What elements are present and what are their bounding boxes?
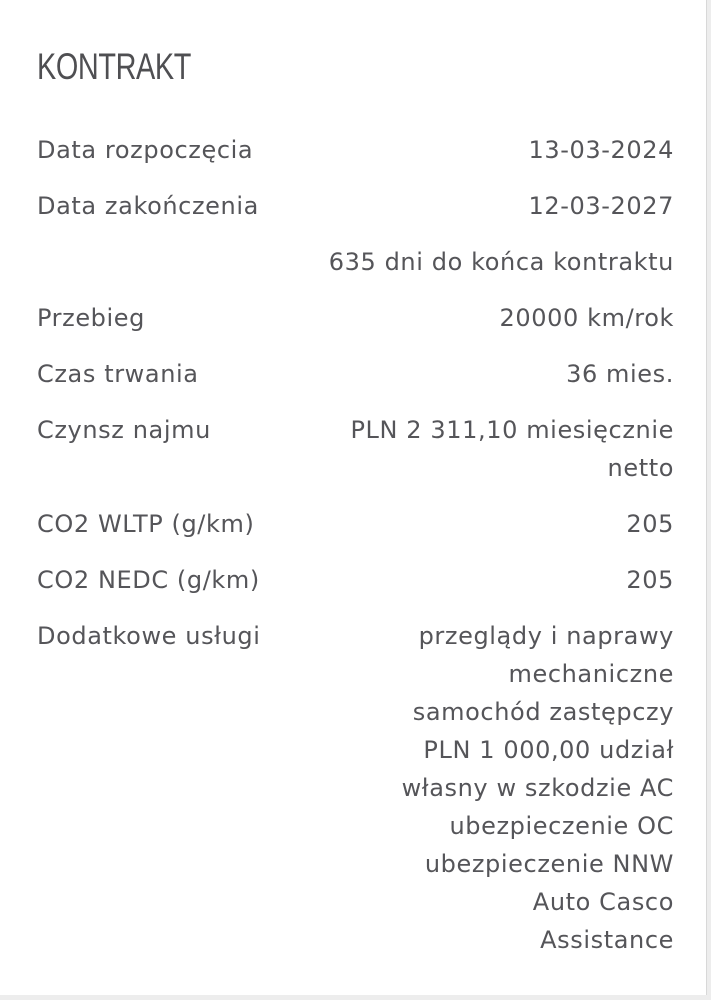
co2-nedc-label: CO2 NEDC (g/km) (37, 566, 260, 594)
service-item: Auto Casco (532, 888, 674, 916)
days-left-value: 635 dni do końca kontraktu (328, 248, 674, 276)
duration-value: 36 mies. (566, 360, 674, 388)
end-date-label: Data zakończenia (37, 192, 259, 220)
contract-details (37, 131, 674, 977)
section-title: KONTRAKT (37, 46, 192, 87)
row-co2-wltp (37, 505, 674, 543)
co2-wltp-value: 205 (626, 510, 674, 538)
service-item: ubezpieczenie NNW (424, 850, 674, 878)
row-co2-nedc (37, 561, 674, 599)
service-item: przeglądy i naprawy mechaniczne (418, 622, 674, 688)
row-rent (37, 411, 674, 487)
rent-value: PLN 2 311,10 miesięcznie netto (350, 416, 674, 482)
services-label: Dodatkowe usługi (37, 622, 261, 650)
row-end-date (37, 187, 674, 225)
service-item: Assistance (540, 926, 674, 954)
row-services (37, 617, 674, 959)
service-item: samochód zastępczy (412, 698, 674, 726)
service-item: ubezpieczenie OC (449, 812, 674, 840)
row-mileage (37, 299, 674, 337)
mileage-label: Przebieg (37, 304, 145, 332)
mileage-value: 20000 km/rok (499, 304, 674, 332)
rent-label: Czynsz najmu (37, 416, 211, 444)
service-item: PLN 1 000,00 udział własny w szkodzie AC (401, 736, 674, 802)
start-date-value: 13-03-2024 (528, 136, 674, 164)
row-duration (37, 355, 674, 393)
row-days-left (37, 243, 674, 281)
co2-wltp-label: CO2 WLTP (g/km) (37, 510, 255, 538)
services-list (374, 617, 674, 959)
start-date-label: Data rozpoczęcia (37, 136, 254, 164)
row-start-date (37, 131, 674, 169)
duration-label: Czas trwania (37, 360, 199, 388)
co2-nedc-value: 205 (626, 566, 674, 594)
end-date-value: 12-03-2027 (528, 192, 674, 220)
